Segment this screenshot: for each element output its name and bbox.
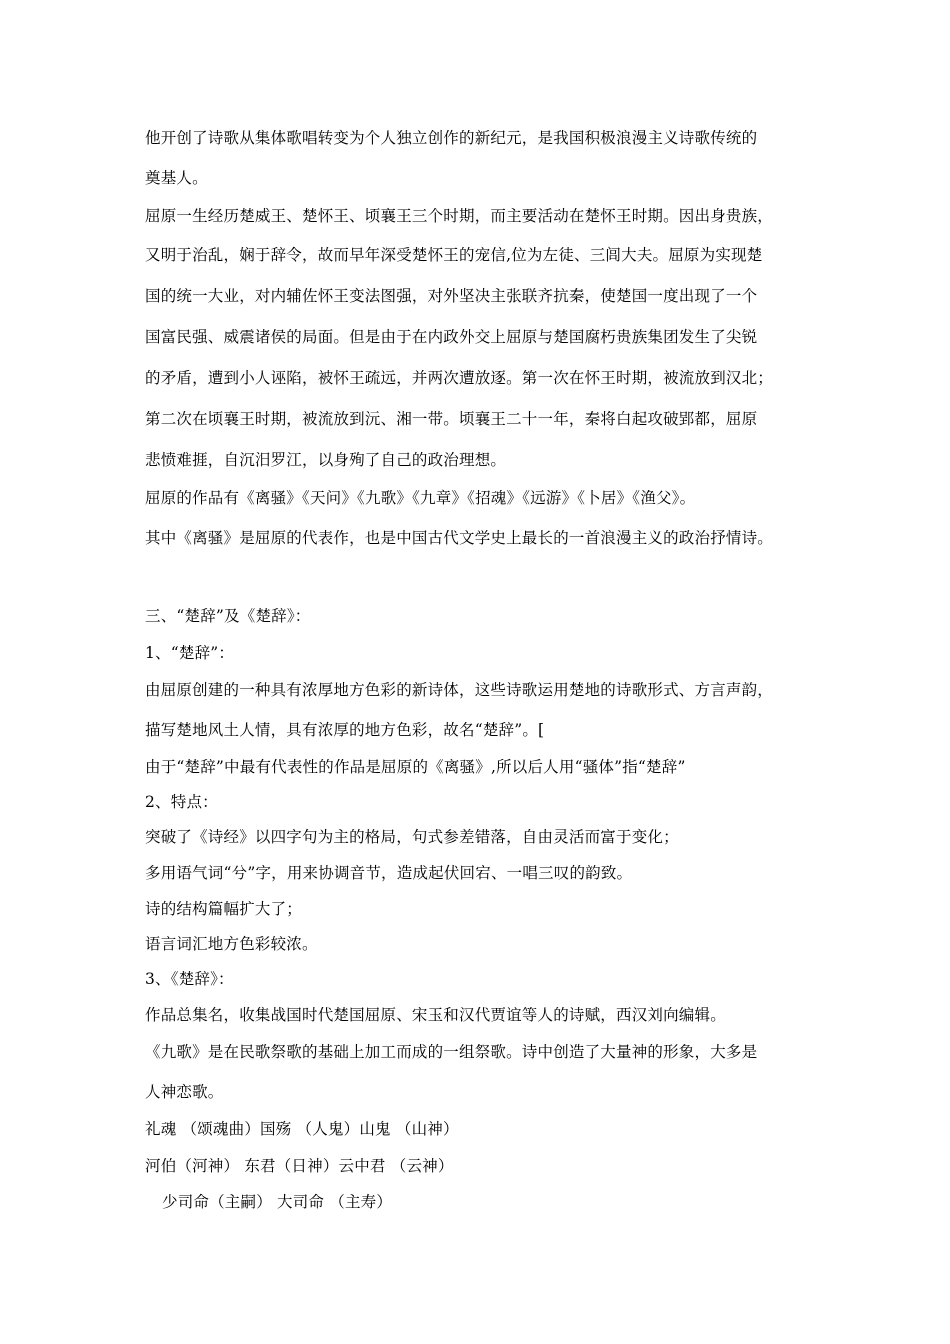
paragraph2-line4: 国富民强、威震诸侯的局面。但是由于在内政外交上屈原与楚国腐朽贵族集团发生了尖锐 [145,328,758,346]
section3-sub2-heading: 2、特点： [145,793,218,811]
section3-sub2-line1: 突破了《诗经》以四字句为主的格局，句式参差错落，自由灵活而富于变化； [145,828,679,846]
paragraph2-line3: 国的统一大业，对内辅佐怀王变法图强，对外坚决主张联齐抗秦，使楚国一度出现了一个 [145,287,758,305]
section3-sub1-line1: 由屈原创建的一种具有浓厚地方色彩的新诗体，这些诗歌运用楚地的诗歌形式、方言声韵， [145,681,774,699]
paragraph2-line7: 悲愤难捱，自沉汨罗江，以身殉了自己的政治理想。 [145,451,507,469]
section3-sub1-heading: 1、“楚辞”： [145,644,235,662]
section3-sub1-line2: 描写楚地风土人情，具有浓厚的地方色彩，故名“楚辞”。[ [145,721,545,739]
paragraph2-line6: 第二次在顷襄王时期，被流放到沅、湘一带。顷襄王二十一年，秦将白起攻破郢都，屈原 [145,410,758,428]
section3-sub3-line2: 《九歌》是在民歌祭歌的基础上加工而成的一组祭歌。诗中创造了大量神的形象，大多是 [145,1043,758,1061]
paragraph3-line2: 其中《离骚》是屈原的代表作，也是中国古代文学史上最长的一首浪漫主义的政治抒情诗。 [145,529,774,547]
paragraph2-line2: 又明于治乱，娴于辞令，故而早年深受楚怀王的宠信,位为左徒、三闾大夫。屈原为实现楚 [145,246,763,264]
paragraph2-line5: 的矛盾，遭到小人诬陷，被怀王疏远，并两次遭放逐。第一次在怀王时期，被流放到汉北； [145,369,774,387]
paragraph2-line1: 屈原一生经历楚威王、楚怀王、顷襄王三个时期，而主要活动在楚怀王时期。因出身贵族， [145,207,774,225]
gods-list-line2: 河伯（河神） 东君（日神）云中君 （云神） [145,1157,454,1175]
gods-list-line3: 少司命（主嗣） 大司命 （主寿） [162,1193,393,1211]
section3-sub2-line4: 语言词汇地方色彩较浓。 [145,935,318,953]
section3-sub3-line3: 人神恋歌。 [145,1083,224,1101]
paragraph3-line1: 屈原的作品有《离骚》《天问》《九歌》《九章》《招魂》《远游》《卜居》《渔父》。 [145,489,696,507]
section3-sub1-line3: 由于“楚辞”中最有代表性的作品是屈原的《离骚》,所以后人用“骚体”指“楚辞” [145,758,686,776]
section3-heading: 三、“楚辞”及《楚辞》： [145,607,311,625]
section3-sub2-line2: 多用语气词“兮”字，用来协调音节，造成起伏回宕、一唱三叹的韵致。 [145,864,633,882]
section3-sub3-heading: 3、《楚辞》： [145,970,234,988]
paragraph1-line2: 奠基人。 [145,169,208,187]
gods-list-line1: 礼魂 （颂魂曲）国殇 （人鬼）山鬼 （山神） [145,1120,459,1138]
section3-sub3-line1: 作品总集名，收集战国时代楚国屈原、宋玉和汉代贾谊等人的诗赋，西汉刘向编辑。 [145,1006,726,1024]
section3-sub2-line3: 诗的结构篇幅扩大了； [145,900,303,918]
paragraph1-line1: 他开创了诗歌从集体歌唱转变为个人独立创作的新纪元，是我国积极浪漫主义诗歌传统的 [145,129,758,147]
